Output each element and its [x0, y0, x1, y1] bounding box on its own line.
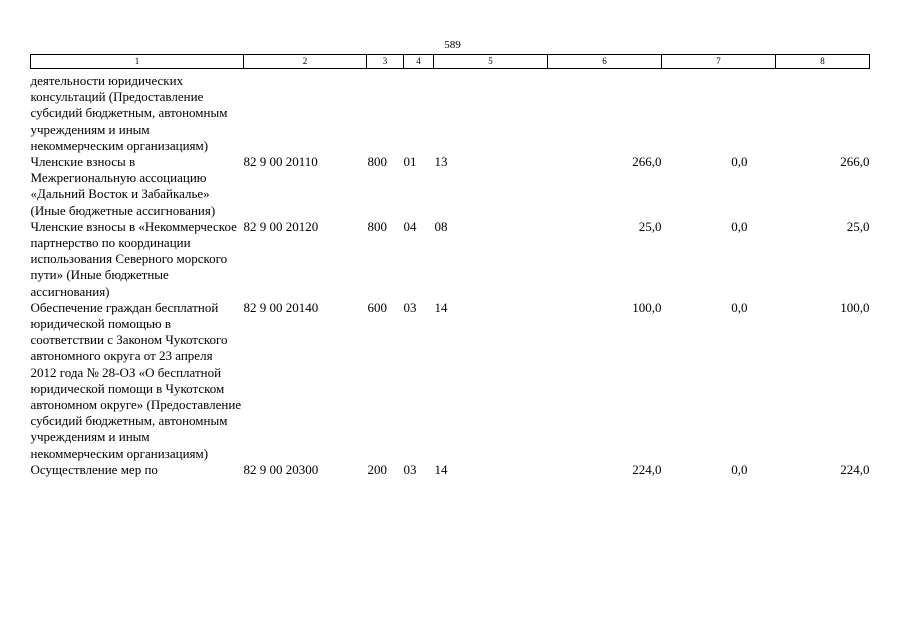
row-code: 82 9 00 20300 — [243, 461, 319, 477]
table-row — [31, 219, 870, 300]
row-name: Осуществление мер по — [30, 461, 158, 477]
table-row — [31, 154, 870, 219]
row-section — [404, 69, 434, 155]
row-subsection: 13 — [434, 154, 448, 170]
row-value-7 — [662, 69, 776, 155]
row-value-6: 224,0 — [632, 461, 662, 477]
row-subsection: 14 — [434, 299, 448, 315]
column-header-1: 1 — [31, 55, 244, 69]
column-header-3: 3 — [367, 55, 404, 69]
row-value-8: 100,0 — [840, 299, 870, 315]
column-header-7: 7 — [662, 55, 776, 69]
row-code: 82 9 00 20110 — [243, 154, 318, 170]
row-expense-type: 600 — [367, 299, 387, 315]
row-section: 03 — [403, 299, 417, 315]
row-name: Членские взносы в Межрегиональную ассоциацию «Дальний Восток и Забайкалье» (Иные бюджетные ассигнования) — [30, 154, 216, 218]
column-header-2: 2 — [244, 55, 367, 69]
row-value-8: 25,0 — [846, 218, 870, 234]
budget-table — [30, 54, 870, 478]
row-value-7: 0,0 — [731, 299, 748, 315]
row-section: 04 — [403, 218, 417, 234]
column-header-5: 5 — [434, 55, 548, 69]
row-name: Обеспечение граждан бесплатной юридической помощью в соответствии с Законом Чукотского автономного округа от 23 апреля 2012 года № 28-ОЗ «О бесплатной юридической помощи в Чукотском автономном округе» (Предоставление субсидий бюджетным, автономным учреждениям и иным некоммерческим организациям) — [30, 299, 242, 461]
row-section: 01 — [403, 154, 417, 170]
table-body — [31, 69, 870, 479]
row-expense-type: 800 — [367, 218, 387, 234]
row-name: Членские взносы в «Некоммерческое партнерство по координации использования Северного морского пути» (Иные бюджетные ассигнования) — [30, 218, 237, 299]
row-expense-type: 200 — [367, 461, 387, 477]
column-header-8: 8 — [776, 55, 870, 69]
column-header-6: 6 — [548, 55, 662, 69]
row-value-8: 224,0 — [840, 461, 870, 477]
row-value-6: 266,0 — [632, 154, 662, 170]
row-expense-type — [367, 69, 404, 155]
row-value-6: 25,0 — [638, 218, 662, 234]
row-subsection — [434, 69, 548, 155]
row-value-6: 100,0 — [632, 299, 662, 315]
table-header — [31, 55, 870, 69]
row-value-8: 266,0 — [840, 154, 870, 170]
row-value-8 — [776, 69, 870, 155]
row-expense-type: 800 — [367, 154, 387, 170]
row-value-7: 0,0 — [731, 154, 748, 170]
row-code: 82 9 00 20140 — [243, 299, 319, 315]
table-row — [31, 462, 870, 478]
row-section: 03 — [403, 461, 417, 477]
row-code — [244, 69, 367, 155]
table-row — [31, 300, 870, 462]
row-value-7: 0,0 — [731, 218, 748, 234]
row-value-7: 0,0 — [731, 461, 748, 477]
column-header-4: 4 — [404, 55, 434, 69]
row-subsection: 08 — [434, 218, 448, 234]
row-value-6 — [548, 69, 662, 155]
row-name: деятельности юридических консультаций (Предоставление субсидий бюджетным, автономным учреждениям и иным некоммерческим организациям) — [30, 73, 228, 153]
table-row — [31, 69, 870, 155]
row-code: 82 9 00 20120 — [243, 218, 319, 234]
row-subsection: 14 — [434, 461, 448, 477]
page-number: 589 — [444, 39, 461, 51]
header-row — [31, 55, 870, 69]
